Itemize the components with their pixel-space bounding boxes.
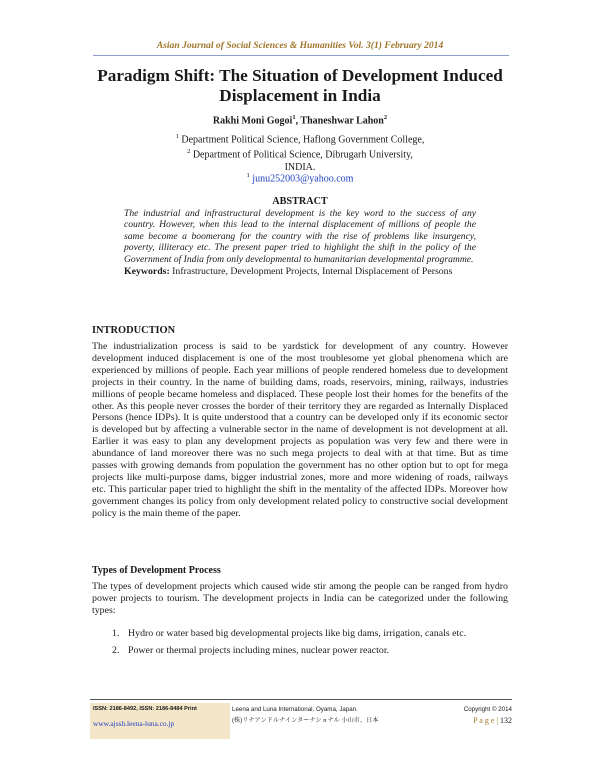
author-2-sup: 2 [383,114,388,121]
project-type-list [92,628,508,662]
email-sup: 1 [246,172,250,179]
author-1-sup: 1 [292,114,296,121]
list-item [92,628,508,640]
footer-journal-box [90,703,230,739]
abstract-text: The industrial and infrastructural development is the key word to the success of any country. However, when this lead to the internal displacement of millions of people the same become a boomerang for the country with the rise of problems like insurgency, poverty, illiteracy etc. The present paper tried to highlight the shift in the policy of the Government of India from only developmental to humanitarian developmental programme. [124,208,476,265]
footer-publisher [232,704,379,726]
affiliations [0,131,600,174]
list-item-text: Hydro or water based big developmental projects like big dams, irrigation, canals etc. [128,628,467,639]
keywords-label: Keywords: [124,266,170,277]
email-link[interactable]: junu252003@yahoo.com [249,173,354,185]
introduction-text: The industrialization process is said to be yardstick for development of any country. However development induced displacement is one of the most troublesome yet global phenomena which are experienced by millions of people. Each year millions of people rendered homeless due to development projects in their country. In the name of building dams, roads, reservoirs, mining, railways, industries millions of people became homeless and displaced. These people lost their homes for the benefits of the other. As this people never crosses the border of their territory they are regarded as Internally Displaced Persons (hence IDPs). It is quite understood that a country can be developed only if its economic sector is developed but by affecting a vulnerable sector in the name of development is not development at all. Earlier it was easy to plan any development projects as population was very few and there were in abundance of land moreover there was no such mega projects to deal with at that time. But as time passes with growing demands from population the government has no other option but to opt for mega projects like multi-purpose dams, bigger industrial zones, more and more widening of roads, railways etc. This particular paper tried to highlight the shift in the mentality of the affected IDPs. Moreover how government changes its policy from only development related policy to constructive social development policy is the main theme of the paper. [92,341,508,519]
page-label: P a g e | [473,716,498,725]
page-number: 132 [500,716,512,725]
list-item-text: Power or thermal projects including mines, nuclear power reactor. [128,644,390,656]
author-1: Rakhi Moni Gogoi [212,115,293,127]
affiliation-1-sup: 1 [175,133,179,140]
footer-issn: ISSN: 2186-8492, ISSN: 2186-8484 Print [93,706,197,712]
keywords-text: Infrastructure, Development Projects, Internal Displacement of Persons [169,266,453,277]
list-item [92,645,508,657]
affiliation-country: INDIA. [284,161,316,173]
types-text: The types of development projects which caused wide stir among the people can be ranged from hydro power projects to tourism. The development projects in India can be categorized under the following types: [92,581,508,616]
footer-website-link[interactable]: www.ajssh.leena-luna.co.jp [93,719,175,728]
affiliation-2-text: Department of Political Science, Dibrugarh University, [190,149,413,161]
abstract-heading: ABSTRACT [272,196,328,207]
page-indicator [420,715,512,726]
author-2: Thaneshwar Lahon [300,115,384,127]
keywords-line [124,266,484,277]
introduction-heading: INTRODUCTION [92,325,176,336]
author-separator: , [295,115,301,127]
affiliation-1-text: Department Political Science, Haflong Government College, [178,134,425,146]
publisher-japanese: (株)リナアンドルナインターナショナル 小山市、日本 [232,717,379,724]
author-line [0,114,600,126]
footer-copyright: Copyright © 2014 [463,706,512,713]
footer-rule [90,699,512,700]
paper-title: Paradigm Shift: The Situation of Development Induced Displacement in India [97,66,503,105]
running-head: Asian Journal of Social Sciences & Humanities Vol. 3(1) February 2014 [156,40,444,51]
email-line [0,172,600,184]
list-item-number: 1. [112,628,120,639]
publisher-english: Leena and Luna International, Oyama, Japan. [232,706,358,713]
affiliation-2 [0,146,600,161]
footer-right [420,704,512,726]
types-heading: Types of Development Process [92,565,221,576]
list-item-number: 2. [112,644,120,656]
affiliation-1 [0,131,600,146]
affiliation-2-sup: 2 [187,148,191,156]
header-rule [93,55,509,56]
